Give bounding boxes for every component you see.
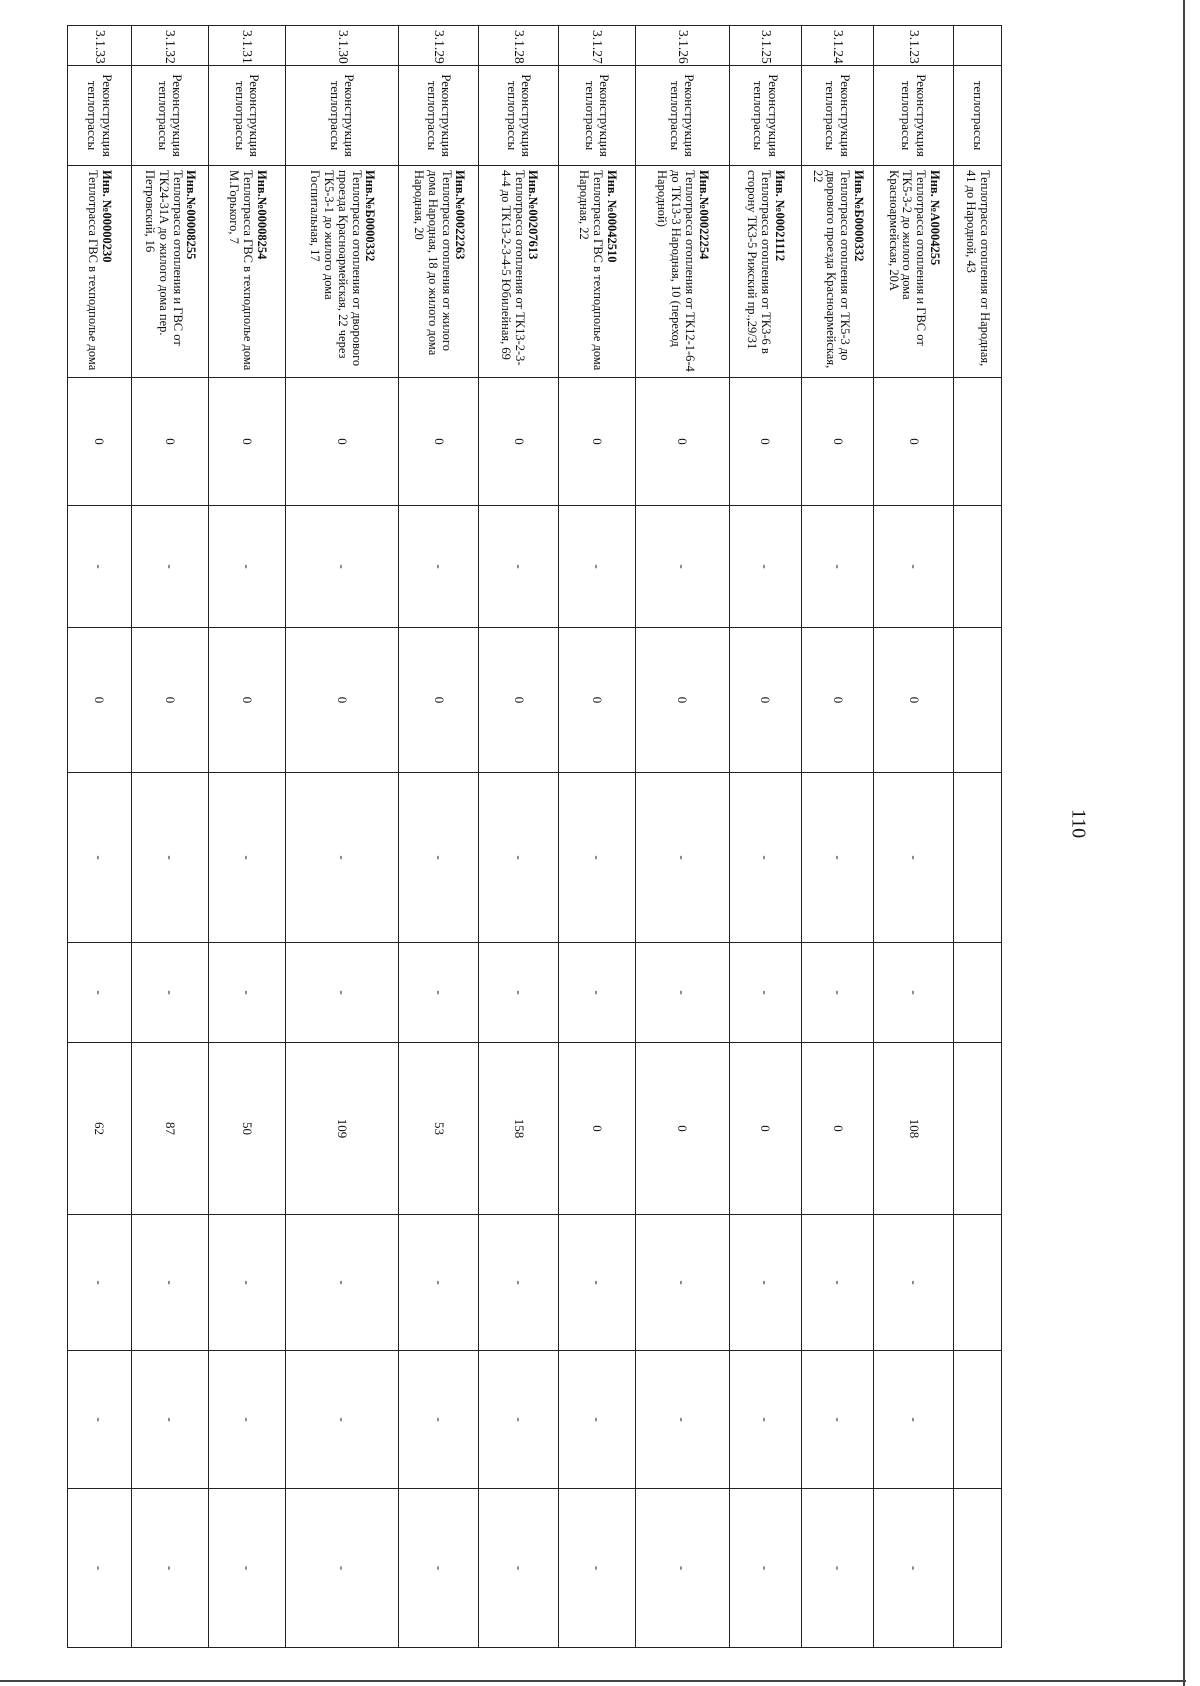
work-type-cell: Реконструкция теплотрассы xyxy=(131,66,209,166)
value-cell xyxy=(953,1489,1001,1648)
value-cell: 0 xyxy=(209,628,286,773)
object-cell xyxy=(729,166,801,378)
value-cell xyxy=(953,1043,1001,1215)
value-cell: - xyxy=(68,1351,132,1489)
object-description: Теплотрасса ГВС в техподполье дома xyxy=(86,170,101,371)
value-cell: - xyxy=(68,1215,132,1351)
row-number-cell: 3.1.30 xyxy=(285,26,399,66)
row-number-cell: 3.1.27 xyxy=(559,26,636,66)
work-type-cell: Реконструкция теплотрассы xyxy=(801,66,873,166)
value-cell: 0 xyxy=(729,628,801,773)
value-cell: - xyxy=(285,943,399,1043)
value-cell: - xyxy=(559,1215,636,1351)
work-type-cell: Реконструкция теплотрассы xyxy=(559,66,636,166)
table-row xyxy=(209,26,286,1648)
value-cell: - xyxy=(399,1215,479,1351)
value-cell: 87 xyxy=(131,1043,209,1215)
inventory-number: Инв. №00021112 xyxy=(772,170,787,262)
value-cell: 0 xyxy=(801,628,873,773)
inventory-number: Инв.№Б0000332 xyxy=(363,170,378,262)
work-type-cell: Реконструкция теплотрассы xyxy=(209,66,286,166)
table-row xyxy=(729,26,801,1648)
table-row xyxy=(68,26,132,1648)
value-cell xyxy=(953,378,1001,506)
value-cell: 109 xyxy=(285,1043,399,1215)
object-cell xyxy=(953,166,1001,378)
table-row xyxy=(285,26,399,1648)
value-cell: - xyxy=(801,1215,873,1351)
value-cell: - xyxy=(209,1489,286,1648)
row-number-cell: 3.1.32 xyxy=(131,26,209,66)
value-cell: - xyxy=(635,506,729,628)
value-cell: 0 xyxy=(874,378,954,506)
value-cell xyxy=(953,1351,1001,1489)
value-cell: - xyxy=(559,773,636,943)
row-number-cell: 3.1.24 xyxy=(801,26,873,66)
value-cell: - xyxy=(399,1489,479,1648)
value-cell: - xyxy=(285,506,399,628)
work-type-cell: Реконструкция теплотрассы xyxy=(68,66,132,166)
value-cell: - xyxy=(635,773,729,943)
value-cell: 50 xyxy=(209,1043,286,1215)
value-cell: - xyxy=(399,506,479,628)
value-cell: 0 xyxy=(399,628,479,773)
object-cell xyxy=(131,166,209,378)
value-cell: - xyxy=(479,773,559,943)
object-description: Теплотрасса ГВС в техподполье дома М.Горького, 7 xyxy=(227,170,255,371)
value-cell: - xyxy=(874,943,954,1043)
object-cell xyxy=(399,166,479,378)
value-cell: - xyxy=(801,773,873,943)
value-cell: 0 xyxy=(559,378,636,506)
value-cell: - xyxy=(729,506,801,628)
value-cell: - xyxy=(68,506,132,628)
row-number-cell: 3.1.31 xyxy=(209,26,286,66)
value-cell: - xyxy=(68,943,132,1043)
value-cell: - xyxy=(729,1351,801,1489)
value-cell: 0 xyxy=(635,628,729,773)
table-row xyxy=(559,26,636,1648)
value-cell: 0 xyxy=(131,628,209,773)
value-cell: - xyxy=(285,1351,399,1489)
value-cell: 0 xyxy=(635,1043,729,1215)
work-type-cell: Реконструкция теплотрассы xyxy=(479,66,559,166)
inventory-number: Инв.№00207613 xyxy=(526,170,541,260)
value-cell xyxy=(953,628,1001,773)
value-cell: 0 xyxy=(729,1043,801,1215)
value-cell: - xyxy=(874,1351,954,1489)
value-cell: - xyxy=(209,506,286,628)
value-cell: 0 xyxy=(131,378,209,506)
object-cell xyxy=(285,166,399,378)
object-description: Теплотрасса отопления от ТК13-2-3-4-4 до ТК13-2-3-4-5 Юбилейная, 69 xyxy=(498,170,527,366)
table-row xyxy=(953,26,1001,1648)
value-cell: - xyxy=(131,773,209,943)
investment-table xyxy=(67,25,1002,1648)
object-description: Теплотрасса отопления от ТК5-3 до дворового проезда Красноармейская, 22 xyxy=(810,170,853,369)
object-cell xyxy=(209,166,286,378)
value-cell: 0 xyxy=(285,628,399,773)
work-type-cell: теплотрассы xyxy=(953,66,1001,166)
value-cell: - xyxy=(874,773,954,943)
value-cell: - xyxy=(874,1215,954,1351)
value-cell: 0 xyxy=(635,378,729,506)
value-cell: - xyxy=(479,943,559,1043)
table-row xyxy=(801,26,873,1648)
value-cell xyxy=(953,506,1001,628)
value-cell xyxy=(953,943,1001,1043)
object-cell xyxy=(801,166,873,378)
value-cell: - xyxy=(801,943,873,1043)
row-number-cell: 3.1.28 xyxy=(479,26,559,66)
value-cell: - xyxy=(68,1489,132,1648)
value-cell: - xyxy=(729,943,801,1043)
value-cell: - xyxy=(801,506,873,628)
inventory-number: Инв.№00008255 xyxy=(184,170,199,260)
value-cell: 0 xyxy=(285,378,399,506)
value-cell: 0 xyxy=(559,628,636,773)
value-cell: - xyxy=(874,506,954,628)
page-number: 110 xyxy=(1067,808,1090,839)
value-cell: - xyxy=(399,1351,479,1489)
value-cell: - xyxy=(559,1351,636,1489)
value-cell: 0 xyxy=(479,378,559,506)
inventory-number: Инв. №А0004255 xyxy=(927,170,942,266)
value-cell: - xyxy=(285,773,399,943)
value-cell: - xyxy=(479,506,559,628)
object-description: Теплотрасса отопления от ТК12-1-6-4 до ТК13-3 Народная, 10 (переход Народной) xyxy=(655,170,697,372)
table-row xyxy=(635,26,729,1648)
object-description: Теплотрасса ГВС в техподполье дома Народная, 22 xyxy=(577,170,605,371)
value-cell: 0 xyxy=(729,378,801,506)
table-body xyxy=(68,26,1002,1648)
value-cell: - xyxy=(399,773,479,943)
value-cell: 108 xyxy=(874,1043,954,1215)
value-cell: - xyxy=(874,1489,954,1648)
value-cell xyxy=(953,1215,1001,1351)
page-border-bottom xyxy=(0,1680,1186,1682)
row-number-cell: 3.1.23 xyxy=(874,26,954,66)
inventory-number: Инв. №00042510 xyxy=(604,170,619,263)
inventory-number: Инв.№00022263 xyxy=(453,170,468,260)
object-description: Теплотрасса отопления и ГВС от ТК24-31А до жилого дома пер. Петровский, 16 xyxy=(143,170,185,346)
value-cell: - xyxy=(285,1489,399,1648)
value-cell: - xyxy=(209,773,286,943)
value-cell: - xyxy=(131,1351,209,1489)
value-cell: 0 xyxy=(68,628,132,773)
value-cell: 53 xyxy=(399,1043,479,1215)
value-cell: - xyxy=(285,1215,399,1351)
object-cell xyxy=(874,166,954,378)
value-cell: 0 xyxy=(874,628,954,773)
value-cell: - xyxy=(729,773,801,943)
value-cell: 62 xyxy=(68,1043,132,1215)
work-type-cell: Реконструкция теплотрассы xyxy=(729,66,801,166)
work-type-cell: Реконструкция теплотрассы xyxy=(635,66,729,166)
object-cell xyxy=(559,166,636,378)
object-description: Теплотрасса отопления от Народная, 41 до Народной, 43 xyxy=(964,170,993,367)
value-cell: - xyxy=(635,943,729,1043)
value-cell: - xyxy=(559,1489,636,1648)
object-description: Теплотрасса отопления от ТК3-6 в сторону ТК3-5 Рижский пр.,29/31 xyxy=(745,170,774,354)
work-type-cell: Реконструкция теплотрассы xyxy=(285,66,399,166)
object-description: Теплотрасса отопления от жилого дома Народная, 18 до жилого дома Народная, 20 xyxy=(412,170,454,356)
rotated-table-container xyxy=(67,25,1002,1647)
value-cell: - xyxy=(131,943,209,1043)
row-number-cell: 3.1.25 xyxy=(729,26,801,66)
value-cell: - xyxy=(729,1215,801,1351)
value-cell: 0 xyxy=(801,1043,873,1215)
work-type-cell: Реконструкция теплотрассы xyxy=(874,66,954,166)
value-cell: - xyxy=(801,1351,873,1489)
object-description: Теплотрасса отопления от дворового проезда Красноармейская, 22 через ТК5-3-1 до жилого дома Госпитальная, 17 xyxy=(308,170,364,367)
value-cell: 0 xyxy=(209,378,286,506)
inventory-number: Инв.№00022254 xyxy=(696,170,711,260)
value-cell: - xyxy=(209,1351,286,1489)
value-cell: - xyxy=(68,773,132,943)
value-cell: - xyxy=(131,1215,209,1351)
inventory-number: Инв. №00000230 xyxy=(100,170,115,263)
value-cell: 0 xyxy=(399,378,479,506)
value-cell: 0 xyxy=(68,378,132,506)
value-cell: - xyxy=(209,943,286,1043)
value-cell: 0 xyxy=(479,628,559,773)
value-cell: - xyxy=(131,1489,209,1648)
value-cell: - xyxy=(479,1215,559,1351)
row-number-cell: 3.1.33 xyxy=(68,26,132,66)
value-cell: - xyxy=(635,1351,729,1489)
inventory-number: Инв.№00008254 xyxy=(254,170,269,260)
value-cell: - xyxy=(635,1489,729,1648)
row-number-cell: 3.1.29 xyxy=(399,26,479,66)
value-cell: 158 xyxy=(479,1043,559,1215)
object-cell xyxy=(479,166,559,378)
row-number-cell xyxy=(953,26,1001,66)
value-cell: - xyxy=(801,1489,873,1648)
value-cell: - xyxy=(399,943,479,1043)
value-cell: 0 xyxy=(559,1043,636,1215)
value-cell: - xyxy=(559,506,636,628)
value-cell: - xyxy=(479,1489,559,1648)
inventory-number: Инв.№Б0000332 xyxy=(851,170,866,262)
value-cell: - xyxy=(729,1489,801,1648)
object-description: Теплотрасса отопления и ГВС от ТК5-3-2 до жилого дома Красноармейская, 20А xyxy=(886,170,929,346)
object-cell xyxy=(68,166,132,378)
value-cell: - xyxy=(209,1215,286,1351)
table-row xyxy=(131,26,209,1648)
value-cell: 0 xyxy=(801,378,873,506)
work-type-cell: Реконструкция теплотрассы xyxy=(399,66,479,166)
value-cell: - xyxy=(559,943,636,1043)
table-row xyxy=(399,26,479,1648)
row-number-cell: 3.1.26 xyxy=(635,26,729,66)
value-cell: - xyxy=(635,1215,729,1351)
table-row xyxy=(874,26,954,1648)
value-cell xyxy=(953,773,1001,943)
table-row xyxy=(479,26,559,1648)
value-cell: - xyxy=(479,1351,559,1489)
value-cell: - xyxy=(131,506,209,628)
page-border-right xyxy=(1183,0,1185,1686)
object-cell xyxy=(635,166,729,378)
